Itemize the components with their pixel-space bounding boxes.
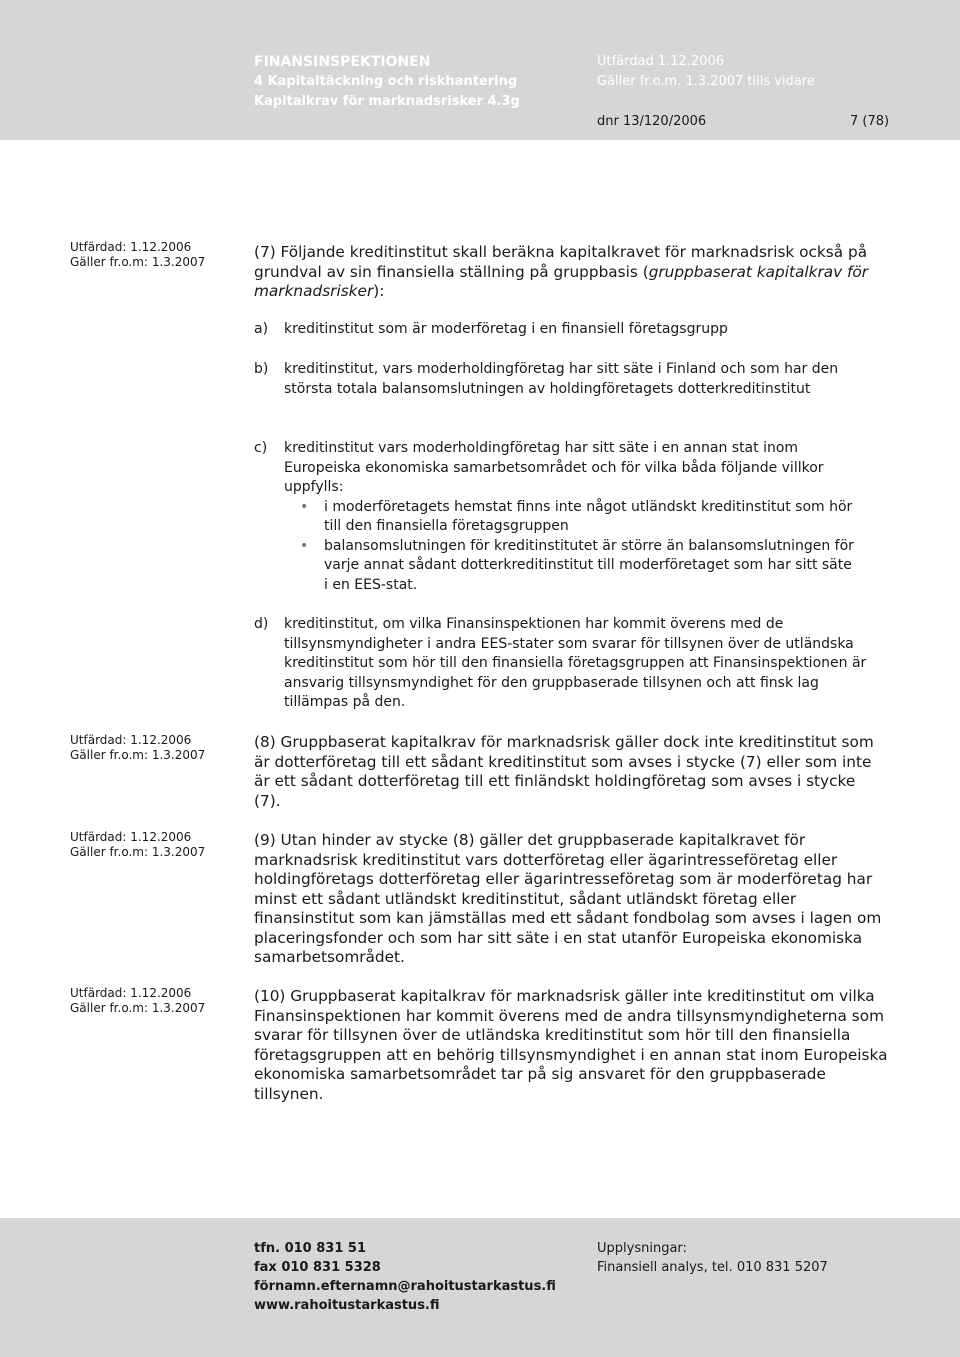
list-item-c (254, 439, 874, 595)
margin-note-issued: Utfärdad: 1.12.2006 (70, 986, 192, 1000)
list-item-a (254, 320, 874, 340)
list-item-text: kreditinstitut vars moderholdingföretag har sitt säte i en annan stat inom Europeiska ekonomiska samarbetsområdet och för vilka båda följande villkor uppfylls: (284, 440, 824, 495)
list-item-d (254, 615, 874, 713)
list-item-text: kreditinstitut som är moderföretag i en finansiell företagsgrupp (284, 321, 728, 337)
footer-phone: tfn. 010 831 51 (254, 1241, 367, 1256)
list-item-text: kreditinstitut, om vilka Finansinspektionen har kommit överens med de tillsynsmyndigheter i andra EES-stater som svarar för tillsynen över de utländska kreditinstitut som hör till den finansiella företagsgruppen att Finansinspektionen är ansvarig tillsynsmyndighet för den gruppbaserade tillsynen och att finsk lag tillämpas på den. (284, 616, 867, 710)
bullet-item: • i moderföretagets hemstat finns inte något utländskt kreditinstitut som hör till den finansiella företagsgruppen (294, 498, 854, 537)
margin-note (70, 240, 205, 270)
list-item-b (254, 360, 839, 399)
footer-info-value: Finansiell analys, tel. 010 831 5207 (597, 1260, 828, 1275)
margin-note-issued: Utfärdad: 1.12.2006 (70, 830, 192, 844)
header-issued: Utfärdad 1.12.2006 (597, 54, 725, 69)
footer-email: förnamn.efternamn@rahoitustarkastus.fi (254, 1279, 556, 1294)
margin-note (70, 986, 205, 1016)
margin-note-valid: Gäller fr.o.m: 1.3.2007 (70, 1001, 206, 1015)
margin-note-issued: Utfärdad: 1.12.2006 (70, 240, 192, 254)
page-number: 7 (78) (850, 114, 890, 129)
header-dnr: dnr 13/120/2006 (597, 114, 707, 129)
paragraph-7-lead: (7) Följande kreditinstitut skall beräkna kapitalkravet för marknadsrisk också på grundval av sin finansiella ställning på gruppbasis ( (254, 243, 868, 281)
paragraph-9: (9) Utan hinder av stycke (8) gäller det gruppbaserade kapitalkravet för marknadsrisk kreditinstitut vars dotterföretag eller ägarintresseföretag eller holdingföretags dotterföretag eller ägarintresseföretag som är moderföretag har minst ett sådant utländskt kreditinstitut, sådant utländskt företag eller finansinstitut som kan jämställas med ett sådant fondbolag som avses i lagen om placeringsfonder och som har sitt säte i en stat utanför Europeiska ekonomiska samarbetsområdet. (254, 831, 882, 966)
paragraph-7-tail: ): (373, 282, 385, 300)
margin-note-valid: Gäller fr.o.m: 1.3.2007 (70, 845, 206, 859)
list-item-text: kreditinstitut, vars moderholdingföretag har sitt säte i Finland och som har den största totala balansomslutningen av holdingföretagets dotterkreditinstitut (284, 361, 839, 397)
header-band (0, 0, 960, 140)
paragraph-7 (254, 243, 894, 302)
list-item-label: c) (254, 440, 268, 456)
margin-note (70, 830, 205, 860)
list-item-label: a) (254, 321, 269, 337)
list-item-label: b) (254, 361, 269, 377)
bullet-item: • balansomslutningen för kreditinstitutet är större än balansomslutningen för varje annat sådant dotterkreditinstitut till moderföretaget som har sitt säte i en EES-stat. (294, 537, 854, 596)
bullet-list (294, 498, 854, 596)
margin-note-valid: Gäller fr.o.m: 1.3.2007 (70, 748, 206, 762)
header-section: 4 Kapitaltäckning och riskhantering (254, 74, 518, 89)
footer-info-label: Upplysningar: (597, 1241, 687, 1256)
footer-website: www.rahoitustarkastus.fi (254, 1298, 440, 1313)
header-subsection: Kapitalkrav för marknadsrisker 4.3g (254, 94, 520, 109)
paragraph-7-term: gruppbaserat kapitalkrav för marknadsrisker (254, 262, 869, 300)
header-valid: Gäller fr.o.m. 1.3.2007 tills vidare (597, 74, 815, 89)
header-org: FINANSINSPEKTIONEN (254, 54, 431, 70)
paragraph-8: (8) Gruppbaserat kapitalkrav för marknadsrisk gäller dock inte kreditinstitut som är dotterföretag till ett sådant kreditinstitut som avses i stycke (7) eller som inte är ett sådant dotterföretag till ett finländskt holdingföretag som avses i stycke (7). (254, 733, 874, 810)
list-item-label: d) (254, 616, 269, 632)
margin-note-valid: Gäller fr.o.m: 1.3.2007 (70, 255, 206, 269)
paragraph-10: (10) Gruppbaserat kapitalkrav för marknadsrisk gäller inte kreditinstitut om vilka Finansinspektionen har kommit överens med de andra tillsynsmyndigheterna som svarar för tillsynen över de utländska kreditinstitut som hör till den finansiella företagsgruppen att en behörig tillsynsmyndighet i en annan stat inom Europeiska ekonomiska samarbetsområdet tar på sig ansvaret för den gruppbaserade tillsynen. (254, 987, 888, 1103)
footer-fax: fax 010 831 5328 (254, 1260, 381, 1275)
margin-note (70, 733, 205, 763)
margin-note-issued: Utfärdad: 1.12.2006 (70, 733, 192, 747)
